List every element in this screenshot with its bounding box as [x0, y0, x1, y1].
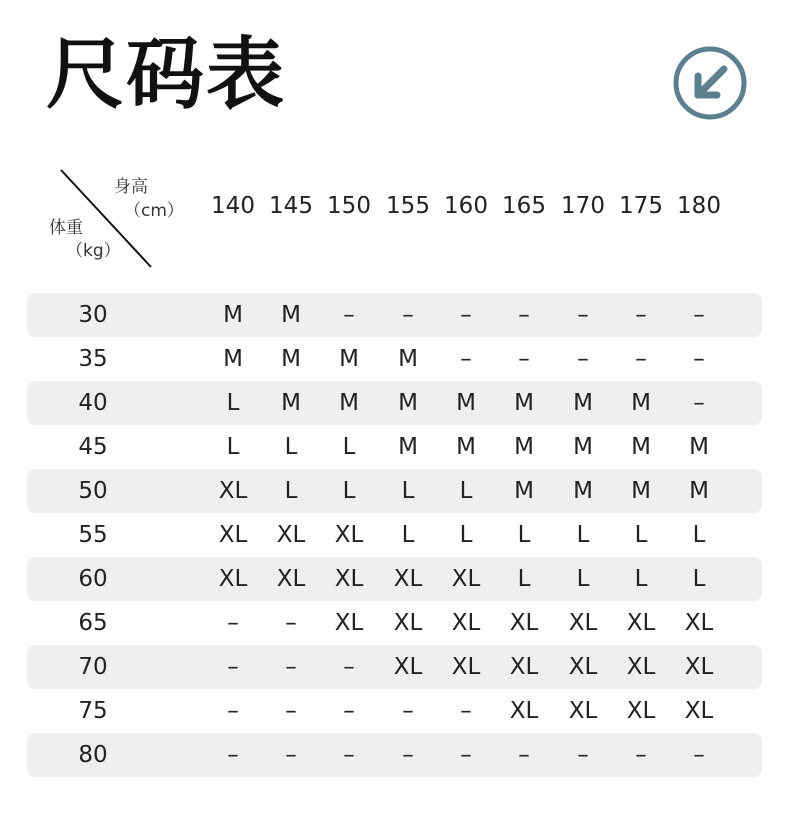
size-cell: XL: [684, 698, 714, 724]
size-cell: L: [517, 566, 531, 592]
size-cell: –: [693, 302, 705, 328]
size-cell: M: [689, 478, 709, 504]
height-header-cell: 155: [386, 193, 430, 219]
size-cell: –: [227, 610, 239, 636]
size-cell: XL: [684, 610, 714, 636]
weight-cell: 60: [78, 566, 108, 592]
size-cell: XL: [393, 610, 423, 636]
size-cell: M: [514, 478, 534, 504]
weight-axis-label: 体重: [49, 218, 83, 238]
table-row: [27, 601, 762, 645]
size-cell: XL: [218, 566, 248, 592]
size-cell: M: [339, 390, 359, 416]
size-cell: XL: [334, 610, 364, 636]
height-axis-unit: （cm）: [124, 201, 184, 221]
size-cell: –: [518, 302, 530, 328]
size-cell: XL: [218, 522, 248, 548]
size-cell: XL: [626, 698, 656, 724]
size-cell: M: [398, 390, 418, 416]
height-axis-label: 身高: [114, 177, 148, 197]
weight-cell: 55: [78, 522, 108, 548]
size-cell: M: [514, 390, 534, 416]
size-cell: M: [398, 346, 418, 372]
size-cell: M: [689, 434, 709, 460]
size-cell: M: [631, 478, 651, 504]
size-cell: M: [514, 434, 534, 460]
size-cell: XL: [684, 654, 714, 680]
size-cell: –: [285, 742, 297, 768]
size-cell: –: [460, 302, 472, 328]
size-cell: L: [342, 478, 356, 504]
size-cell: L: [634, 522, 648, 548]
size-cell: –: [518, 346, 530, 372]
size-cell: –: [635, 346, 647, 372]
weight-cell: 40: [78, 390, 108, 416]
table-row: [27, 557, 762, 601]
size-cell: –: [227, 698, 239, 724]
table-row: [27, 645, 762, 689]
size-cell: M: [339, 346, 359, 372]
size-cell: XL: [509, 654, 539, 680]
size-cell: –: [460, 698, 472, 724]
size-cell: –: [693, 742, 705, 768]
size-cell: L: [226, 434, 240, 460]
table-row: [27, 337, 762, 381]
size-cell: M: [281, 390, 301, 416]
size-cell: –: [285, 698, 297, 724]
size-cell: L: [284, 434, 298, 460]
size-cell: –: [693, 346, 705, 372]
size-cell: XL: [451, 610, 481, 636]
size-cell: M: [456, 434, 476, 460]
size-cell: –: [518, 742, 530, 768]
size-cell: XL: [451, 566, 481, 592]
size-cell: L: [342, 434, 356, 460]
size-cell: M: [631, 434, 651, 460]
height-header-cell: 165: [502, 193, 546, 219]
size-cell: XL: [626, 654, 656, 680]
size-cell: M: [631, 390, 651, 416]
size-cell: XL: [568, 654, 598, 680]
size-cell: L: [226, 390, 240, 416]
table-row: [27, 381, 762, 425]
size-cell: L: [692, 522, 706, 548]
size-cell: –: [693, 390, 705, 416]
size-cell: M: [223, 302, 243, 328]
size-cell: L: [401, 522, 415, 548]
size-cell: L: [459, 478, 473, 504]
weight-cell: 45: [78, 434, 108, 460]
table-row: [27, 469, 762, 513]
size-cell: –: [635, 742, 647, 768]
size-cell: L: [634, 566, 648, 592]
height-header-cell: 140: [211, 193, 255, 219]
weight-cell: 65: [78, 610, 108, 636]
size-cell: M: [281, 302, 301, 328]
size-cell: –: [635, 302, 647, 328]
size-cell: L: [576, 522, 590, 548]
table-row: [27, 689, 762, 733]
weight-axis-unit: （kg）: [66, 241, 121, 261]
size-cell: –: [577, 302, 589, 328]
size-cell: L: [401, 478, 415, 504]
height-header-cell: 160: [444, 193, 488, 219]
table-row: [27, 425, 762, 469]
weight-cell: 80: [78, 742, 108, 768]
size-cell: M: [223, 346, 243, 372]
size-cell: L: [576, 566, 590, 592]
size-cell: –: [285, 610, 297, 636]
size-cell: XL: [626, 610, 656, 636]
size-cell: –: [227, 742, 239, 768]
size-cell: –: [460, 346, 472, 372]
size-cell: –: [343, 302, 355, 328]
size-cell: M: [573, 390, 593, 416]
size-cell: L: [459, 522, 473, 548]
size-cell: –: [460, 742, 472, 768]
size-cell: XL: [568, 610, 598, 636]
size-cell: XL: [276, 566, 306, 592]
height-header-cell: 145: [269, 193, 313, 219]
size-cell: M: [456, 390, 476, 416]
size-cell: –: [402, 302, 414, 328]
size-cell: –: [343, 654, 355, 680]
size-cell: XL: [393, 566, 423, 592]
size-cell: –: [402, 742, 414, 768]
size-cell: XL: [393, 654, 423, 680]
height-header-cell: 170: [561, 193, 605, 219]
size-cell: –: [227, 654, 239, 680]
height-header-cell: 175: [619, 193, 663, 219]
size-cell: XL: [568, 698, 598, 724]
size-cell: XL: [451, 654, 481, 680]
size-cell: –: [343, 742, 355, 768]
size-cell: XL: [276, 522, 306, 548]
size-cell: XL: [509, 698, 539, 724]
size-cell: L: [517, 522, 531, 548]
size-cell: M: [398, 434, 418, 460]
size-cell: –: [577, 742, 589, 768]
size-cell: M: [573, 434, 593, 460]
size-cell: –: [402, 698, 414, 724]
weight-cell: 30: [78, 302, 108, 328]
height-header-cell: 150: [327, 193, 371, 219]
size-cell: XL: [509, 610, 539, 636]
size-cell: M: [281, 346, 301, 372]
size-cell: XL: [334, 522, 364, 548]
size-cell: M: [573, 478, 593, 504]
table-row: [27, 733, 762, 777]
size-cell: –: [285, 654, 297, 680]
table-row: [27, 513, 762, 557]
table-row: [27, 293, 762, 337]
size-cell: –: [577, 346, 589, 372]
page-title: 尺码表: [46, 30, 287, 120]
weight-cell: 70: [78, 654, 108, 680]
size-cell: L: [692, 566, 706, 592]
weight-cell: 35: [78, 346, 108, 372]
height-header-cell: 180: [677, 193, 721, 219]
size-cell: –: [343, 698, 355, 724]
size-cell: XL: [218, 478, 248, 504]
size-cell: XL: [334, 566, 364, 592]
weight-cell: 75: [78, 698, 108, 724]
weight-cell: 50: [78, 478, 108, 504]
size-cell: L: [284, 478, 298, 504]
